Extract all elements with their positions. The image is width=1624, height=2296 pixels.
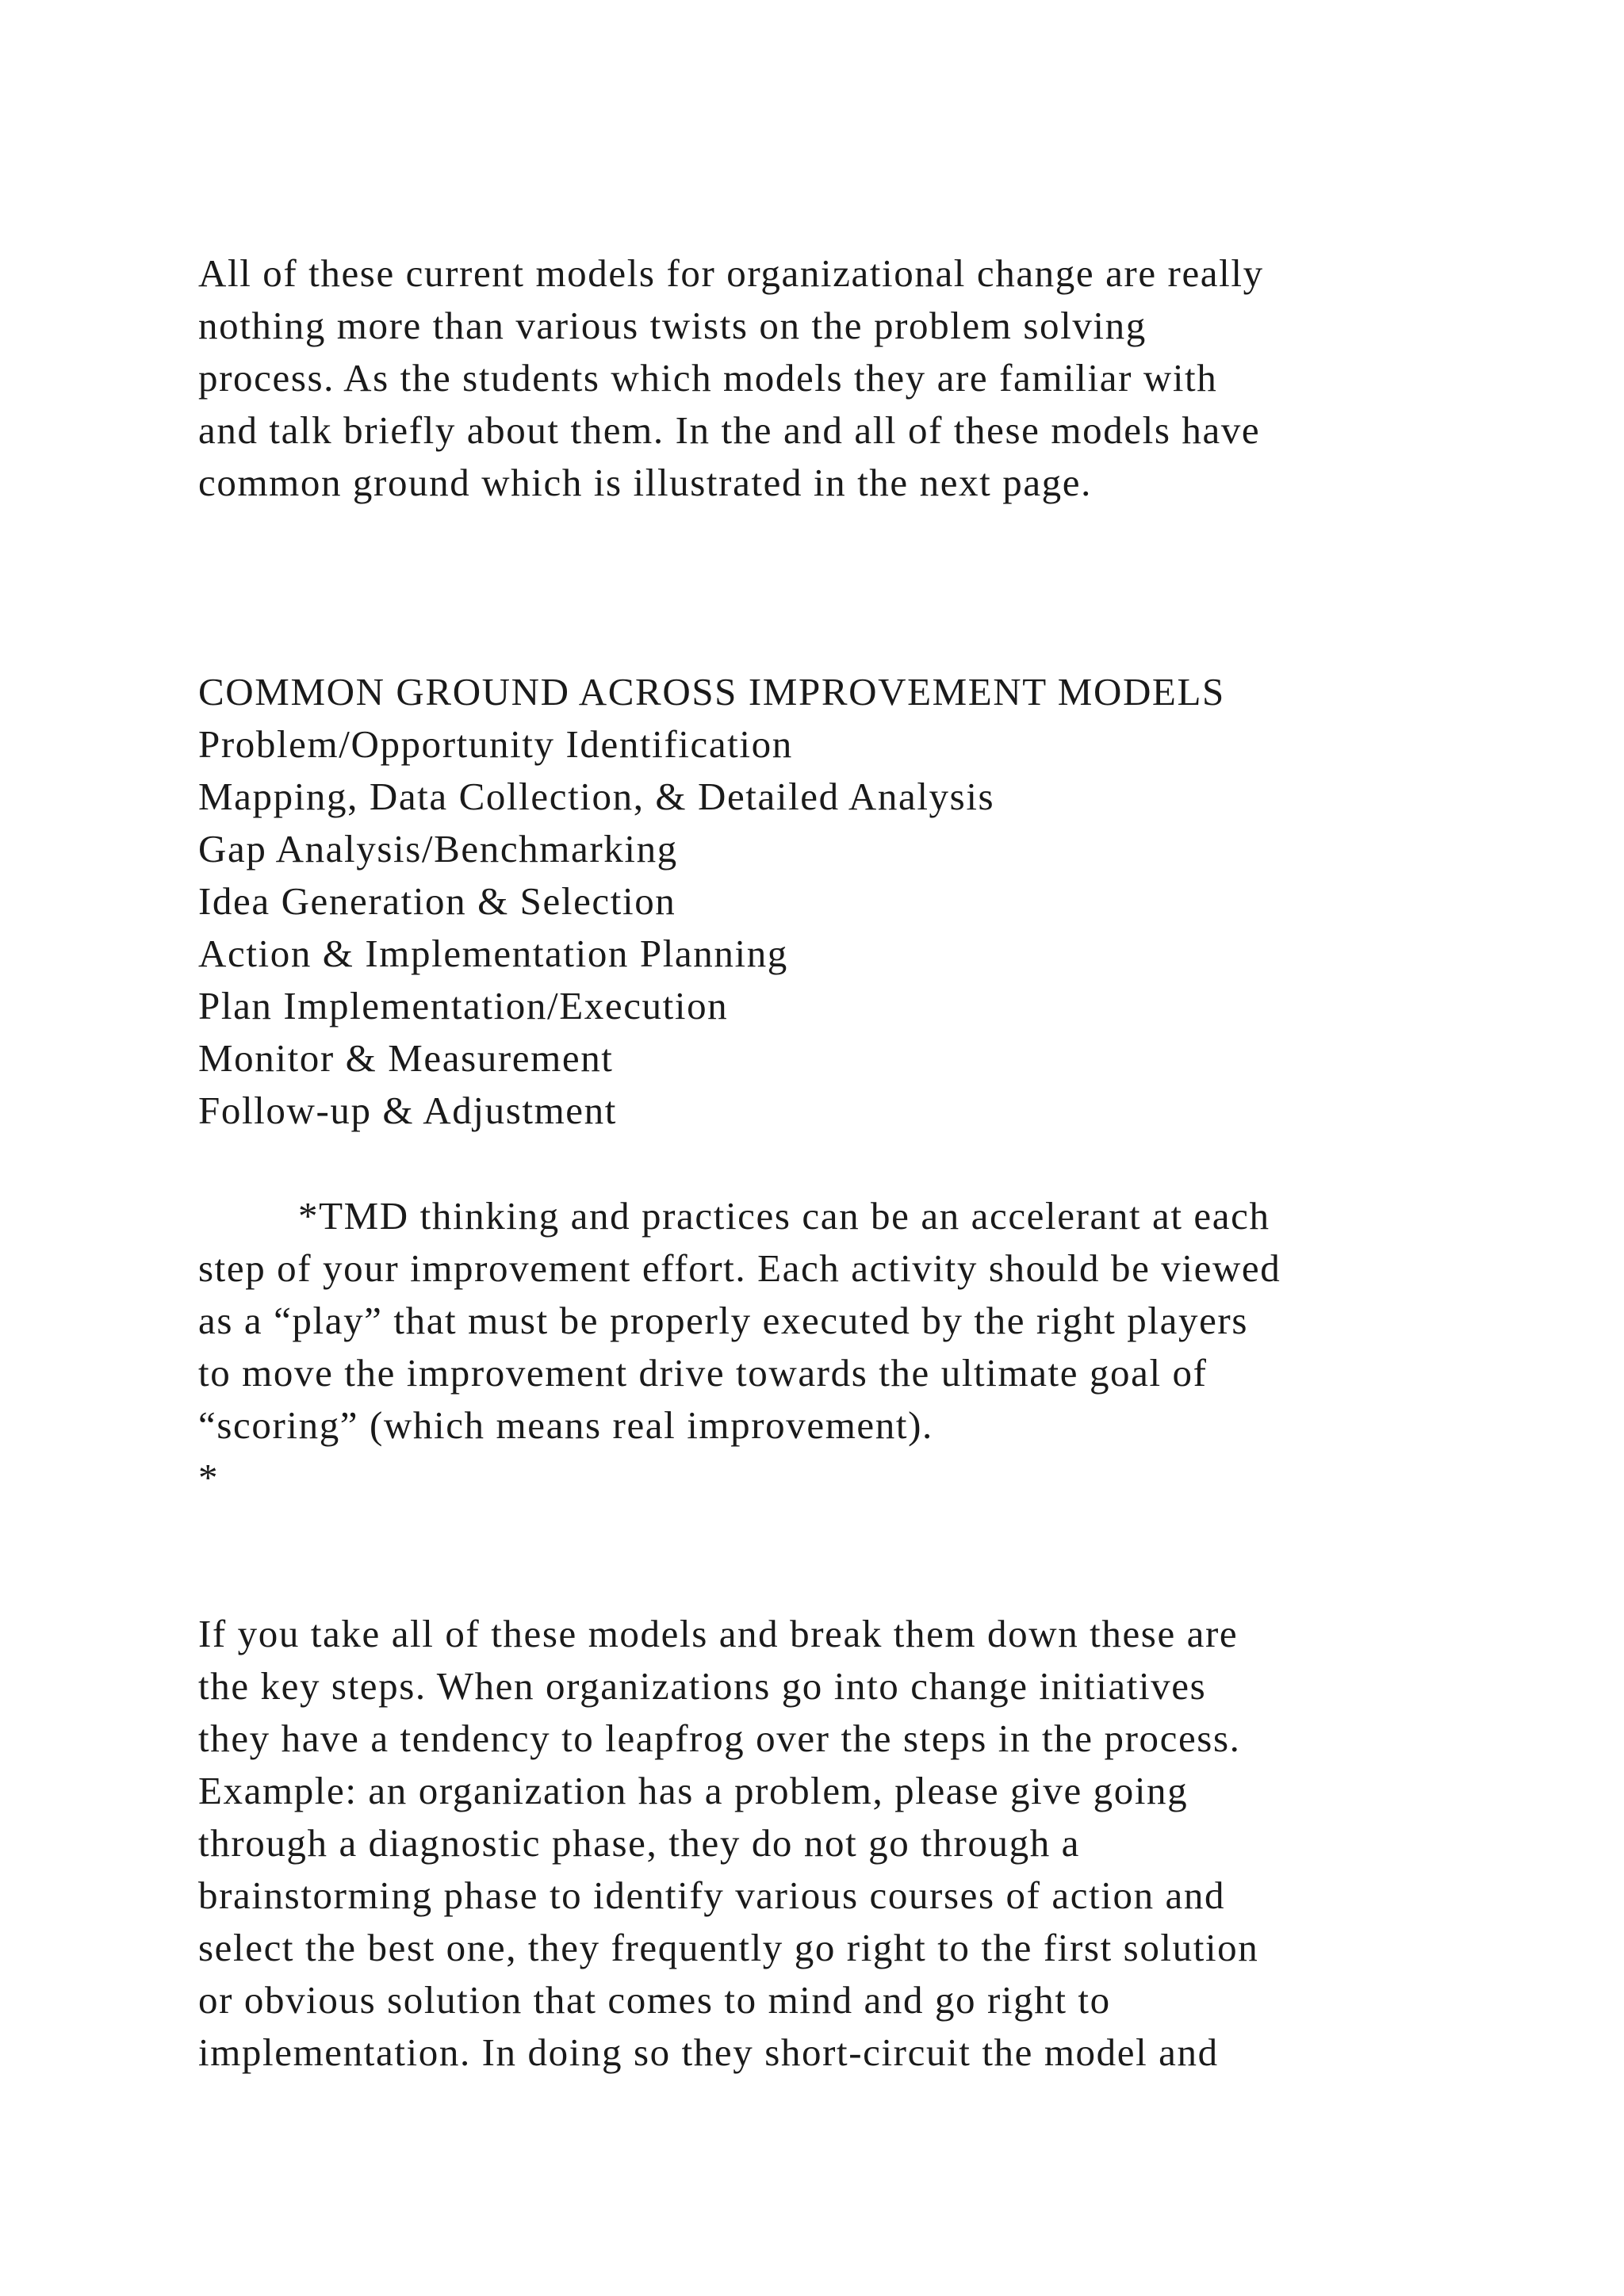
closing-line: If you take all of these models and break them down these are (198, 1612, 1239, 1655)
section-heading: COMMON GROUND ACROSS IMPROVEMENT MODELS (198, 670, 1225, 714)
intro-line: All of these current models for organizational change are really (198, 251, 1264, 295)
closing-line: or obvious solution that comes to mind and go right to (198, 1978, 1111, 2022)
intro-paragraph (198, 247, 1499, 509)
step-item: Mapping, Data Collection, & Detailed Analysis (198, 775, 995, 818)
step-item: Action & Implementation Planning (198, 932, 788, 975)
step-item: Idea Generation & Selection (198, 879, 676, 923)
closing-line: Example: an organization has a problem, please give going (198, 1769, 1189, 1812)
step-item: Monitor & Measurement (198, 1036, 614, 1080)
closing-line: select the best one, they frequently go right to the first solution (198, 1926, 1259, 1969)
step-item: Gap Analysis/Benchmarking (198, 827, 678, 871)
intro-line: and talk briefly about them. In the and all of these models have (198, 408, 1261, 452)
intro-line: common ground which is illustrated in the next page. (198, 461, 1092, 504)
closing-line: implementation. In doing so they short-circuit the model and (198, 2030, 1219, 2074)
note-line: to move the improvement drive towards the ultimate goal of (198, 1351, 1208, 1395)
closing-line: the key steps. When organizations go into change initiatives (198, 1664, 1207, 1708)
note-line: step of your improvement effort. Each activity should be viewed (198, 1246, 1281, 1290)
note-line: * (198, 1456, 220, 1499)
improvement-steps-section (198, 666, 1499, 1137)
note-line: as a “play” that must be properly executed by the right players (198, 1299, 1249, 1342)
intro-line: nothing more than various twists on the problem solving (198, 304, 1147, 347)
closing-line: brainstorming phase to identify various courses of action and (198, 1873, 1226, 1917)
note-line: “scoring” (which means real improvement). (198, 1403, 933, 1447)
step-item: Follow-up & Adjustment (198, 1089, 617, 1132)
intro-line: process. As the students which models they are familiar with (198, 356, 1218, 400)
closing-line: through a diagnostic phase, they do not go through a (198, 1821, 1081, 1865)
step-item: Plan Implementation/Execution (198, 984, 729, 1027)
step-item: Problem/Opportunity Identification (198, 722, 793, 766)
closing-line: they have a tendency to leapfrog over the steps in the process. (198, 1716, 1241, 1760)
note-line: *TMD thinking and practices can be an accelerant at each (298, 1194, 1270, 1238)
closing-paragraph (198, 1608, 1499, 2079)
tmd-note-paragraph (198, 1190, 1499, 1504)
